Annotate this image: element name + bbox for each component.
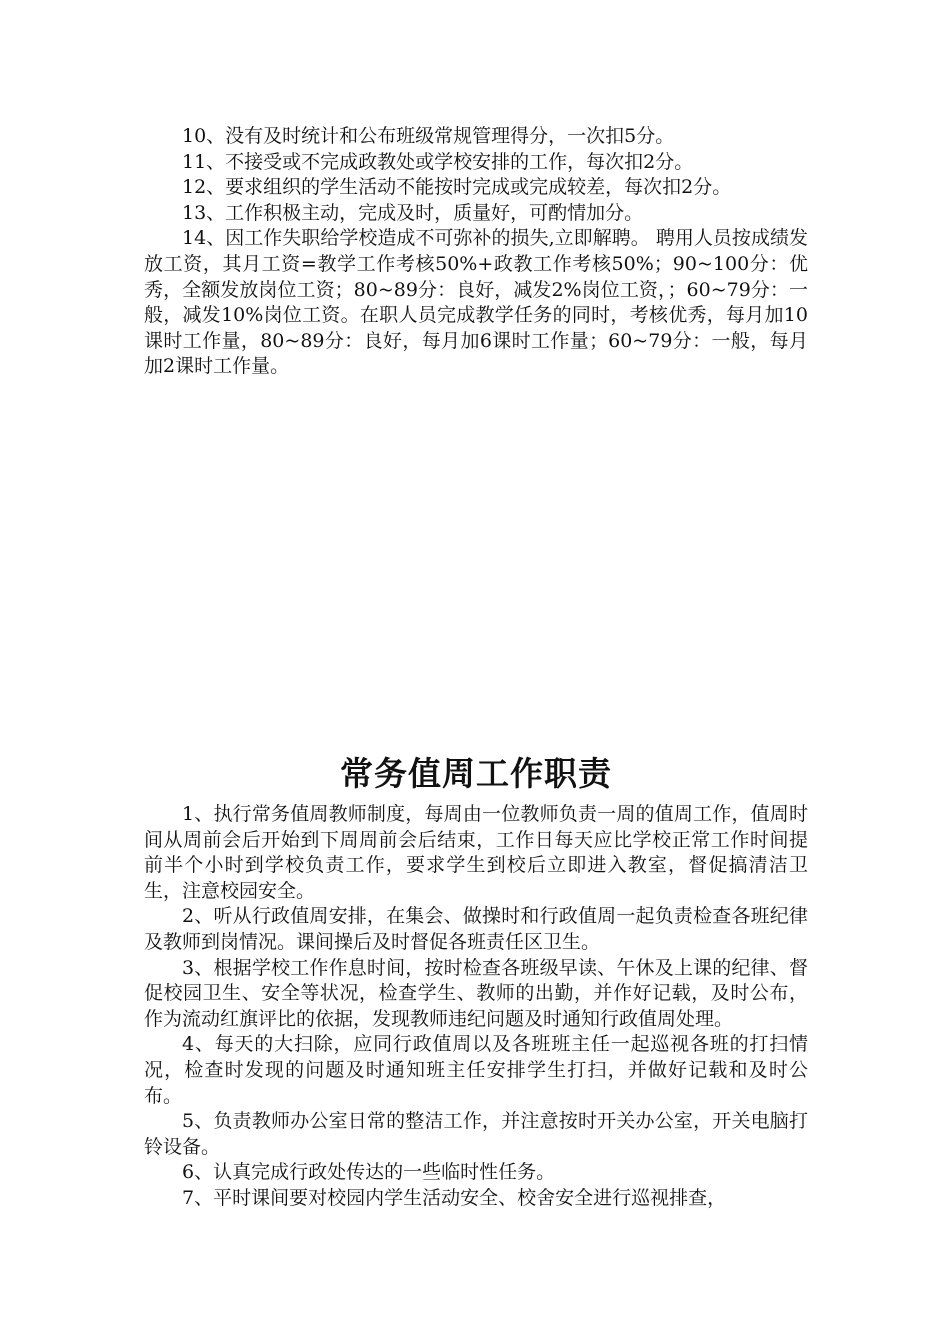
duty-item-6: 6、认真完成行政处传达的一些临时性任务。 <box>182 1161 556 1184</box>
section-title: 常务值周工作职责 <box>340 754 612 793</box>
rule-item-14: 14、因工作失职给学校造成不可弥补的损失,立即解聘。 聘用人员按成绩发放工资，其月工资=教学工作考核50%+政教工作考核50%；90~100分：优秀，全额发放岗位工资；80~89分：良好，减发2%岗位工资，；60~79分：一般，减发10%岗位工资。在职人员完成教学任务的同时，考核优秀，每月加10课时工作量，80~89分：良好，每月加6课时工作量；60~79分：一般，每月加2课时工作量。 <box>144 227 808 378</box>
rule-item-11: 11、不接受或不完成政教处或学校安排的工作，每次扣2分。 <box>182 150 694 173</box>
duty-item-5: 5、负责教师办公室日常的整洁工作，并注意按时开关办公室，开关电脑打铃设备。 <box>144 1110 808 1158</box>
duty-item-7: 7、平时课间要对校园内学生活动安全、校舍安全进行巡视排查， <box>182 1186 727 1209</box>
duty-item-3: 3、根据学校工作作息时间，按时检查各班级早读、午休及上课的纪律、督促校园卫生、安全等状况，检查学生、教师的出勤，并作好记载，及时公布，作为流动红旗评比的依据，发现教师违纪问题及时通知行政值周处理。 <box>144 956 808 1030</box>
duty-item-2: 2、听从行政值周安排，在集会、做操时和行政值周一起负责检查各班纪律及教师到岗情况。课间操后及时督促各班责任区卫生。 <box>144 905 808 953</box>
rule-item-10: 10、没有及时统计和公布班级常规管理得分，一次扣5分。 <box>182 125 675 147</box>
duty-responsibilities-section <box>144 748 808 1212</box>
rule-item-12: 12、要求组织的学生活动不能按时完成或完成较差，每次扣2分。 <box>182 176 732 199</box>
duty-item-4: 4、每天的大扫除，应同行政值周以及各班班主任一起巡视各班的打扫情况，检查时发现的问题及时通知班主任安排学生打扫，并做好记载和及时公布。 <box>144 1033 808 1107</box>
rule-item-13: 13、工作积极主动，完成及时，质量好，可酌情加分。 <box>182 201 644 224</box>
assessment-rules-section <box>144 124 808 380</box>
duty-item-1: 1、执行常务值周教师制度，每周由一位教师负责一周的值周工作，值周时间从周前会后开始到下周周前会后结束，工作日每天应比学校正常工作时间提前半个小时到学校负责工作，要求学生到校后立即进入教室，督促搞清洁卫生，注意校园安全。 <box>144 803 808 902</box>
